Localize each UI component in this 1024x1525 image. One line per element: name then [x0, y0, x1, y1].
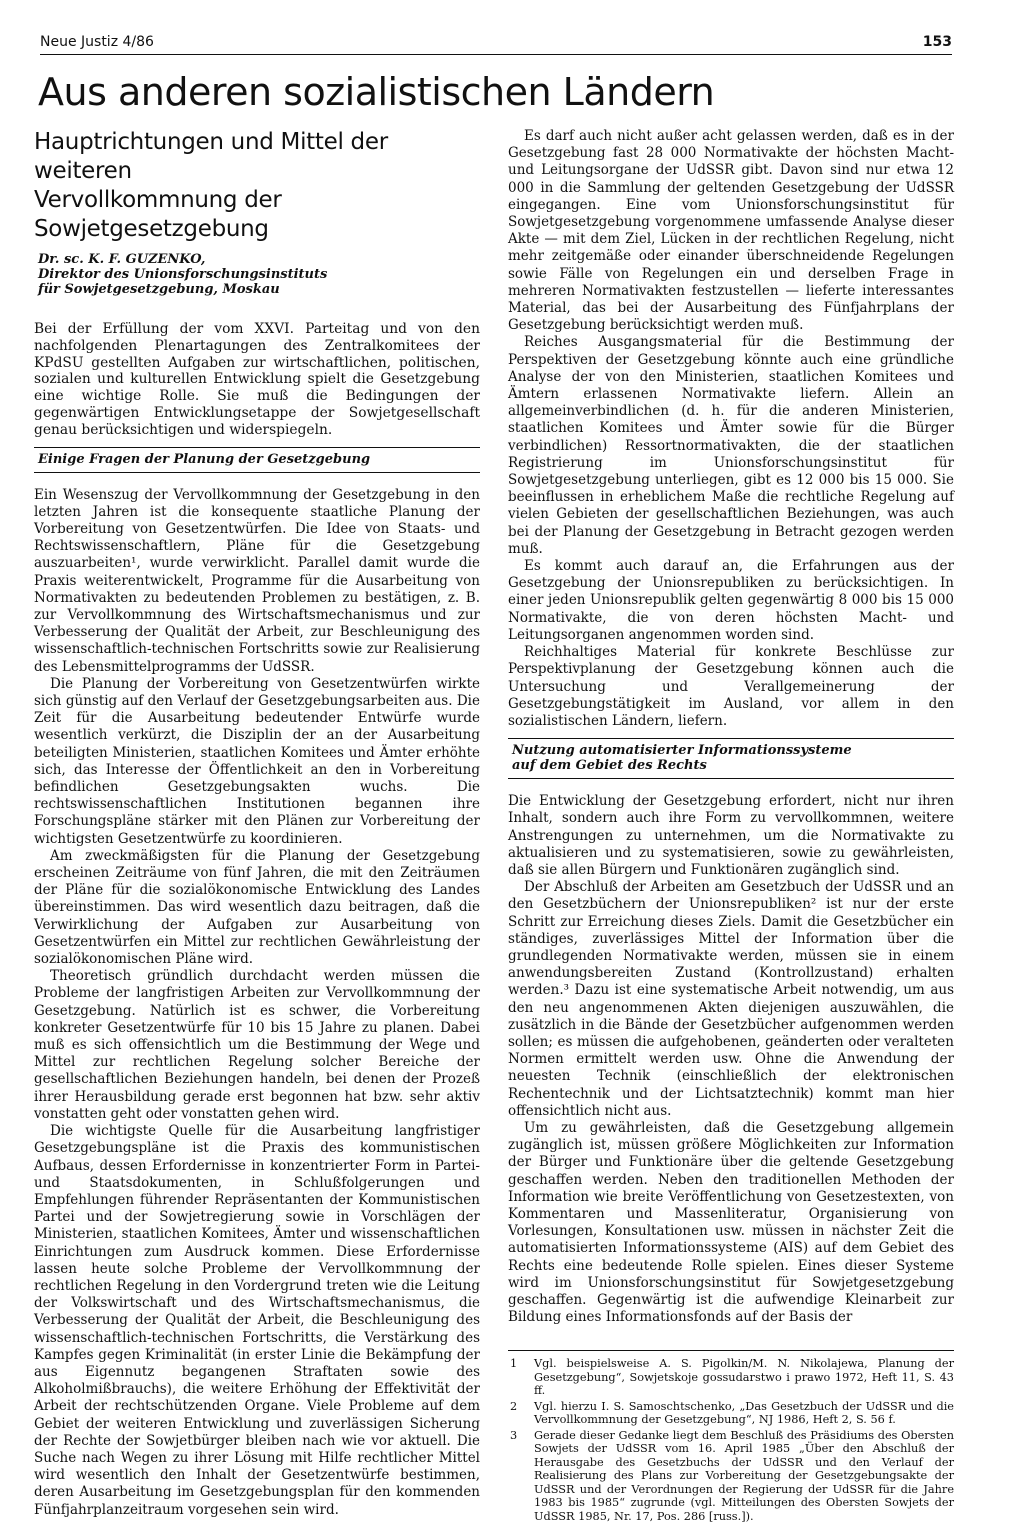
paragraph: Theoretisch gründlich durchdacht werden müssen die Probleme der langfristigen Arbeiten zur Vervollkommnung der Gesetzgebung. Natürlich ist es schwer, die Vorbereitung konkreter Gesetzentwürfe für 10 bis 15 Jahre zu planen. Dabei muß es sich offensichtlich um die Bestimmung der Wege und Mittel zur rechtlichen Regelung solcher Bereiche der gesellschaftlichen Beziehungen handeln, bei denen der Prozeß ihrer Herausbildung gerade erst begonnen hat bzw. sehr aktiv vonstatten geht oder vonstatten gehen wird. — [34, 968, 480, 1122]
subheading-line-1: Nutzung automatisierter Informationssysteme — [512, 743, 852, 759]
author-position: Direktor des Unionsforschungsinstituts — [38, 267, 328, 282]
paragraph: Ein Wesenszug der Vervollkommnung der Gesetzgebung in den letzten Jahren ist die konsequente staatliche Planung der Vorbereitung von Gesetzentwürfen. Die Idee von Staats- und Rechtswissenschaftlern, Pläne für die Gesetzgebung auszuarbeiten¹, wurde verwirklicht. Parallel damit wurde die Praxis weiterentwickelt, Programme für die Ausarbeitung von Normativakten zu bedeutenden Problemen zu bestätigen, z. B. zur Vervollkommnung des Wirtschaftsmechanismus und zur Verbesserung der Qualität der Arbeit, zur Beschleunigung des wissenschaftlich-technischen Fortschritts sowie zur Realisierung des Lebensmittelprogramms der UdSSR. — [34, 486, 480, 675]
footnotes — [508, 1350, 954, 1523]
right-column — [508, 128, 954, 1525]
subheading-line-2: auf dem Gebiet des Rechts — [512, 758, 707, 774]
footnote-number: 3 — [510, 1428, 518, 1442]
footnote-text: Vgl. beispielsweise A. S. Pigolkin/M. N. Nikolajewa, Planung der Gesetzgebung“, Sowjetskoje gossudarstwo i prawo 1972, Heft 11, S. 43 ff. — [534, 1357, 954, 1398]
author-affiliation: für Sowjetgesetzgebung, Moskau — [38, 282, 280, 297]
journal-issue: Neue Justiz 4/86 — [40, 34, 154, 50]
article-title-line-2: Vervollkommnung der Sowjetgesetzgebung — [34, 187, 282, 242]
section-title: Aus anderen sozialistischen Ländern — [38, 70, 715, 114]
author-name: Dr. sc. K. F. GUZENKO, — [38, 252, 206, 267]
paragraph: Die wichtigste Quelle für die Ausarbeitung langfristiger Gesetzgebungspläne ist die Praxis des kommunistischen Aufbaus, dessen Erfordernisse in konzentrierter Form in Partei- und Staatsdokumenten, in Schlußfolgerungen und Empfehlungen führender Repräsentanten der Kommunistischen Partei und der Sowjetregierung sowie in Vorschlägen der Ministerien, staatlichen Komitees, Ämter und wissenschaftlichen Einrichtungen zum Ausdruck kommen. Diese Erfordernisse lassen heute solche Probleme der Vervollkommnung der rechtlichen Regelung in den Vordergrund treten wie die Leitung der Volkswirtschaft und des Wirtschaftsmechanismus, die Verbesserung der Qualität der Arbeit, die Beschleunigung des wissenschaftlich-technischen Fortschritts, die Verstärkung des Kampfes gegen Kriminalität (in erster Linie die Bekämpfung der aus Eigennutz begangenen Straftaten sowie des Alkoholmißbrauchs), die weitere Erhöhung der Effektivität der Arbeit der rechtschützenden Organe. Viele Probleme auf dem Gebiet der weiteren Entwicklung und zuverlässigen Sicherung der Rechte der Sowjetbürger bleiben nach wie vor aktuell. Die Suche nach Wegen zu ihrer Lösung mit Hilfe rechtlicher Mittel wird wesentlich den Inhalt der Gesetzentwürfe bestimmen, deren Ausarbeitung im Gesetzgebungsplan für den kommenden Fünfjahrplanzeitraum vorgesehen sein wird. — [34, 1123, 480, 1518]
paragraph: Es darf auch nicht außer acht gelassen werden, daß es in der Gesetzgebung fast 28 000 Normativakte der höchsten Macht- und Leitungsorgane der UdSSR gibt. Davon sind nur etwa 12 000 in die Sammlung der geltenden Gesetzgebung der UdSSR eingegangen. Eine vom Unionsforschungsinstitut für Sowjetgesetzgebung vorgenommene umfassende Analyse dieser Akte — mit dem Ziel, Lücken in der rechtlichen Regelung, nicht mehr zeitgemäße oder einander überschneidende Regelungen sowie Fälle von Regelungen ein und derselben Frage in mehreren Normativakten festzustellen — lieferte interessantes Material, das bei der Ausarbeitung des Fünfjahrplans der Gesetzgebung berücksichtigt werden muß. — [508, 128, 954, 334]
footnote — [508, 1357, 954, 1398]
subheading-information-systems — [508, 738, 954, 779]
article-title — [34, 128, 480, 244]
subheading-planning: Einige Fragen der Planung der Gesetzgebung — [34, 447, 480, 473]
paragraph: Es kommt auch darauf an, die Erfahrungen aus der Gesetzgebung der Unionsrepubliken zu berücksichtigen. In einer jeden Unionsrepublik gelten gegenwärtig 8 000 bis 15 000 Normativakte, die von deren höchsten Macht- und Leitungsorganen angenommen worden sind. — [508, 558, 954, 643]
paragraph: Der Abschluß der Arbeiten am Gesetzbuch der UdSSR und an den Gesetzbüchern der Unionsrepubliken² ist nur der erste Schritt zur Erreichung dieses Ziels. Damit die Gesetzbücher ein ständiges, zuverlässiges Mittel der Information über die grundlegenden Normativakte werden, müssen sie in einem anwendungsbereiten Zustand (Kontrollzustand) erhalten werden.³ Dazu ist eine systematische Arbeit notwendig, um aus den neu angenommenen Akten diejenigen auszuwählen, die zusätzlich in die Bände der Gesetzbücher aufgenommen werden sollen; es müssen die aufgehobenen, geänderten oder veralteten Normen ermittelt werden usw. Ohne die Anwendung der neuesten Technik (einschließlich der elektronischen Rechentechnik und der Lichtsatztechnik) kommt man hier offensichtlich nicht aus. — [508, 879, 954, 1119]
paragraph: Um zu gewährleisten, daß die Gesetzgebung allgemein zugänglich ist, müssen größere Möglichkeiten zur Information der Bürger und Funktionäre über die geltende Gesetzgebung geschaffen werden. Neben den traditionellen Methoden der Information wie breite Veröffentlichung von Gesetzestexten, von Kommentaren und Massenliteratur, Organisierung von Vorlesungen, Konsultationen usw. müssen in nächster Zeit die automatisierten Informationssysteme (AIS) auf dem Gebiet des Rechts eine bedeutende Rolle spielen. Eines dieser Systeme wird im Unionsforschungsinstitut für Sowjetgesetzgebung geschaffen. Gegenwärtig ist die aufwendige Kleinarbeit zur Bildung eines Informationsfonds auf der Basis der — [508, 1119, 954, 1326]
footnote-text: Gerade dieser Gedanke liegt dem Beschluß des Präsidiums des Obersten Sowjets der UdSSR vom 16. April 1985 „Über den Abschluß der Herausgabe des Gesetzbuchs der UdSSR und den Verlauf der Realisierung des Plans zur Vorbereitung der Gesetzgebungsakte der UdSSR und der Verordnungen der Regierung der UdSSR für die Jahre 1983 bis 1985“ zugrunde (vgl. Mitteilungen des Obersten Sowjets der UdSSR 1985, Nr. 17, Pos. 286 [russ.]). — [534, 1428, 954, 1523]
left-column — [34, 128, 480, 1519]
lead-paragraph: Bei der Erfüllung der vom XXVI. Parteitag und von den nachfolgenden Plenartagungen des Zentralkomitees der KPdSU gestellten Aufgaben zur wirtschaftlichen, politischen, sozialen und kulturellen Entwicklung spielt die Gesetzgebung eine wichtige Rolle. Sie muß die Bedingungen der gegenwärtigen Entwicklungsetappe der Sowjetgesellschaft genau berücksichtigen und widerspiegeln. — [34, 321, 480, 438]
footnote-number: 1 — [510, 1357, 518, 1371]
running-header — [40, 32, 952, 55]
footnote — [508, 1400, 954, 1427]
paragraph: Reichhaltiges Material für konkrete Beschlüsse zur Perspektivplanung der Gesetzgebung können auch die Untersuchung und Verallgemeinerung der Gesetzgebungstätigkeit im Ausland, vor allem in den sozialistischen Ländern, liefern. — [508, 644, 954, 729]
footnote — [508, 1429, 954, 1524]
page-number: 153 — [922, 34, 952, 50]
paragraph: Am zweckmäßigsten für die Planung der Gesetzgebung erscheinen Zeiträume von fünf Jahren, die mit den Zeiträumen der Pläne für die sozialökonomische Entwicklung des Landes übereinstimmen. Das wird wesentlich dazu beitragen, daß die Verwirklichung der Aufgaben zur Ausarbeitung von Gesetzentwürfen ein Mittel zur rechtlichen Gewährleistung der sozialökonomischen Pläne wird. — [34, 847, 480, 968]
article-title-line-1: Hauptrichtungen und Mittel der weiteren — [34, 129, 388, 184]
footnote-text: Vgl. hierzu I. S. Samoschtschenko, „Das Gesetzbuch der UdSSR und die Vervollkommnung der Gesetzgebung“, NJ 1986, Heft 2, S. 56 f. — [534, 1399, 954, 1427]
paragraph: Reiches Ausgangsmaterial für die Bestimmung der Perspektiven der Gesetzgebung könnte auch eine gründliche Analyse der von den Ministerien, staatlichen Komitees und Ämtern erlassenen Normativakte liefern. Allein an allgemeinverbindlichen (d. h. für die anderen Ministerien, staatlichen Komitees und Ämter sowie für die Bürger verbindlichen) Ressortnormativakten, die der staatlichen Registrierung im Unionsforschungsinstitut für Sowjetgesetzgebung unterliegen, gibt es 12 000 bis 15 000. Sie beeinflussen in erheblichem Maße die rechtliche Regelung auf vielen Gebieten der gesellschaftlichen Beziehungen, was auch bei der Planung der Gesetzgebung in Betracht gezogen werden muß. — [508, 334, 954, 557]
paragraph: Die Planung der Vorbereitung von Gesetzentwürfen wirkte sich günstig auf den Verlauf der Gesetzgebungsarbeiten aus. Die Zeit für die Ausarbeitung bedeutender Entwürfe wurde wesentlich verkürzt, die Disziplin der an der Ausarbeitung beteiligten Ministerien, staatlichen Komitees und Ämter erhöhte sich, das Interesse der Öffentlichkeit an den in Vorbereitung befindlichen Gesetzgebungsakten wuchs. Die rechtswissenschaftlichen Institutionen begannen ihre Forschungspläne stärker mit den Plänen zur Vorbereitung der wichtigsten Gesetzentwürfe zu koordinieren. — [34, 675, 480, 847]
author-block — [38, 252, 480, 297]
footnote-number: 2 — [510, 1399, 518, 1413]
paragraph: Die Entwicklung der Gesetzgebung erfordert, nicht nur ihren Inhalt, sondern auch ihre Form zu vervollkommnen, weitere Anstrengungen zu unternehmen, um die Normativakte zu aktualisieren und zu systematisieren, sowie zu gewährleisten, daß sie allen Bürgern und Funktionären zugänglich sind. — [508, 793, 954, 878]
